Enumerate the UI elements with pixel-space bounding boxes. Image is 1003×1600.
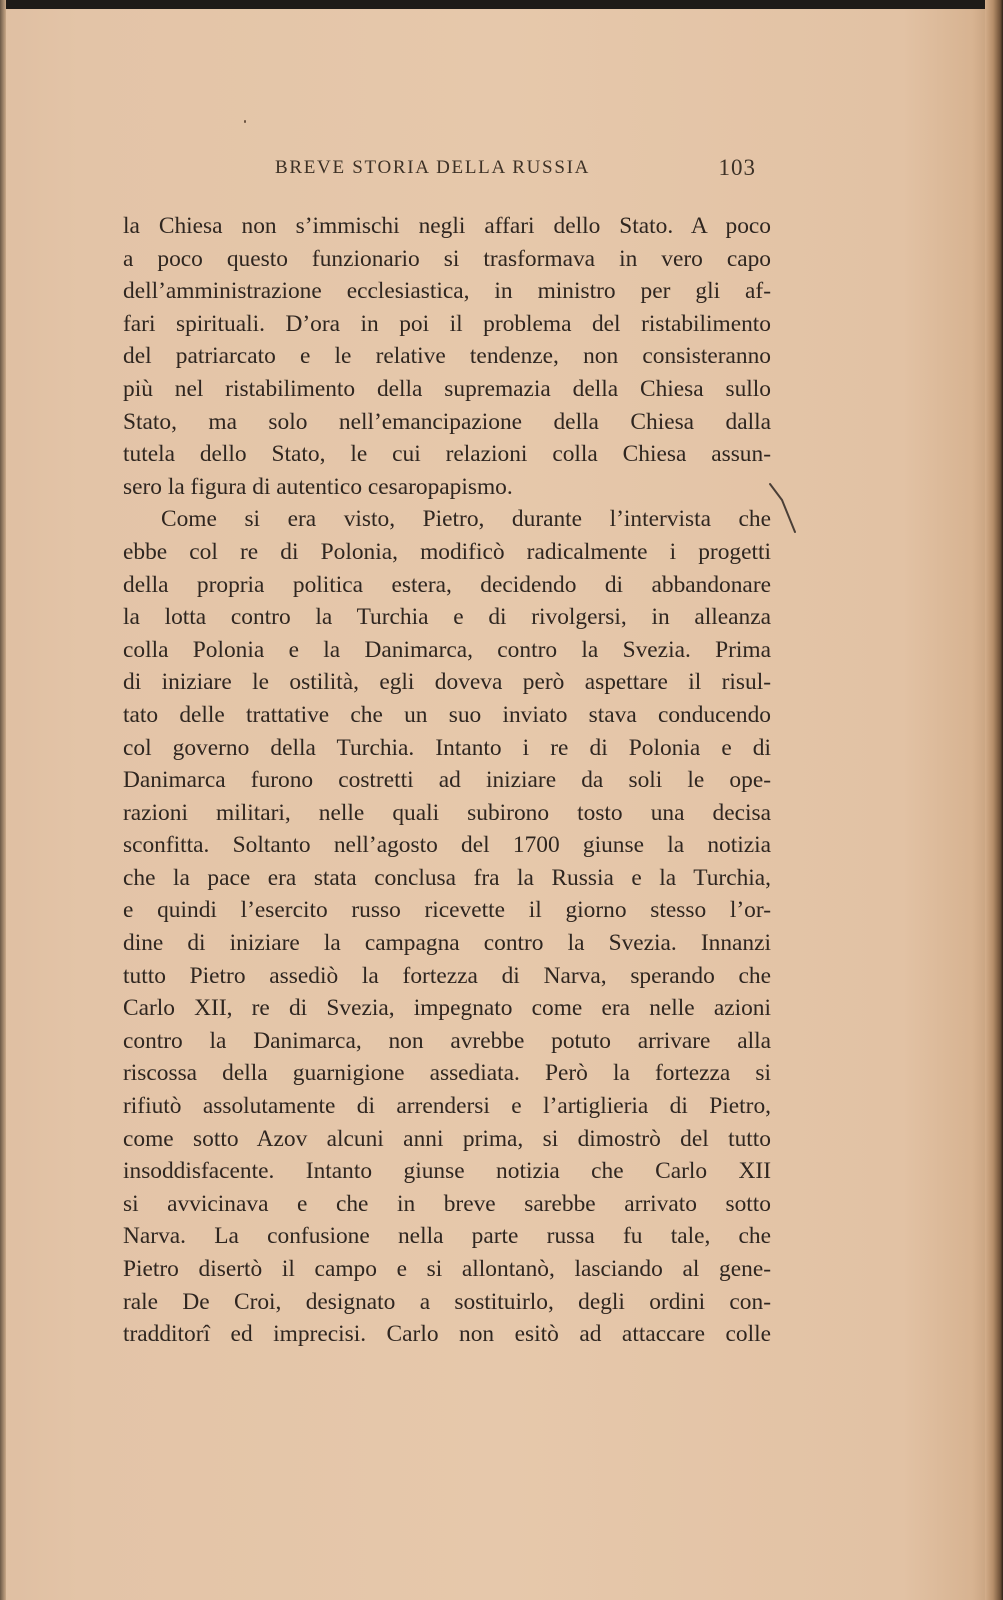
- text-line: sconfitta. Soltanto nell’agosto del 1700 giunse la notizia: [123, 832, 771, 859]
- text-line: tato delle trattative che un suo inviato stava conducendo: [123, 701, 771, 728]
- text-line: del patriarcato e le relative tendenze, non consisteranno: [123, 343, 771, 370]
- text-line: tutela dello Stato, le cui relazioni colla Chiesa assun-: [123, 441, 771, 468]
- text-line: contro la Danimarca, non avrebbe potuto arrivare alla: [123, 1027, 771, 1054]
- text-line: insoddisfacente. Intanto giunse notizia che Carlo XII: [123, 1158, 771, 1185]
- text-line: Stato, ma solo nell’emancipazione della Chiesa dalla: [123, 408, 771, 435]
- scan-left-edge: [0, 0, 6, 1600]
- page-header: [123, 155, 771, 187]
- paper-speck: [244, 120, 246, 123]
- page-number: 103: [718, 155, 756, 180]
- running-title: BREVE STORIA DELLA RUSSIA: [275, 157, 591, 178]
- text-line: tutto Pietro assediò la fortezza di Narva, sperando che: [123, 962, 771, 989]
- text-line: Narva. La confusione nella parte russa fu tale, che: [123, 1223, 771, 1250]
- text-line: dell’amministrazione ecclesiastica, in ministro per gli af-: [123, 278, 771, 305]
- scan-right-edge: [985, 0, 1003, 1600]
- text-line: dine di iniziare la campagna contro la Svezia. Innanzi: [123, 930, 771, 957]
- text-line: che la pace era stata conclusa fra la Russia e la Turchia,: [123, 864, 771, 891]
- text-line: tradditorî ed imprecisi. Carlo non esitò ad attaccare colle: [123, 1321, 771, 1348]
- text-line: col governo della Turchia. Intanto i re di Polonia e di: [123, 734, 771, 761]
- text-line: colla Polonia e la Danimarca, contro la Svezia. Prima: [123, 636, 771, 663]
- body-text: [123, 210, 771, 1351]
- paragraph-end-line: sero la figura di autentico cesaropapismo.: [123, 473, 513, 500]
- margin-pencil-mark: [768, 482, 802, 540]
- text-line: fari spirituali. D’ora in poi il problema del ristabilimento: [123, 310, 771, 337]
- text-line: rifiutò assolutamente di arrendersi e l’artiglieria di Pietro,: [123, 1093, 771, 1120]
- text-line: Pietro disertò il campo e si allontanò, lasciando al gene-: [123, 1256, 771, 1282]
- text-line: come sotto Azov alcuni anni prima, si dimostrò del tutto: [123, 1125, 771, 1152]
- text-line: rale De Croi, designato a sostituirlo, degli ordini con-: [123, 1288, 771, 1315]
- text-line: la Chiesa non s’immischi negli affari dello Stato. A poco: [123, 213, 771, 239]
- text-line: si avvicinava e che in breve sarebbe arrivato sotto: [123, 1190, 771, 1217]
- paragraph-start-line: Come si era visto, Pietro, durante l’intervista che: [161, 506, 771, 533]
- text-line: la lotta contro la Turchia e di rivolgersi, in alleanza: [123, 604, 771, 631]
- text-line: di iniziare le ostilità, egli doveva però aspettare il risul-: [123, 669, 771, 696]
- text-line: più nel ristabilimento della supremazia della Chiesa sullo: [123, 375, 771, 402]
- text-line: e quindi l’esercito russo ricevette il giorno stesso l’or-: [123, 897, 771, 924]
- text-line: della propria politica estera, decidendo di abbandonare: [123, 571, 771, 598]
- text-line: Danimarca furono costretti ad iniziare da soli le ope-: [123, 767, 771, 794]
- text-line: Carlo XII, re di Svezia, impegnato come era nelle azioni: [123, 995, 771, 1022]
- text-line: ebbe col re di Polonia, modificò radicalmente i progetti: [123, 538, 771, 565]
- text-line: razioni militari, nelle quali subirono tosto una decisa: [123, 799, 771, 826]
- text-line: a poco questo funzionario si trasformava in vero capo: [123, 245, 771, 272]
- text-line: riscossa della guarnigione assediata. Però la fortezza si: [123, 1060, 771, 1087]
- scan-top-edge: [0, 0, 1003, 9]
